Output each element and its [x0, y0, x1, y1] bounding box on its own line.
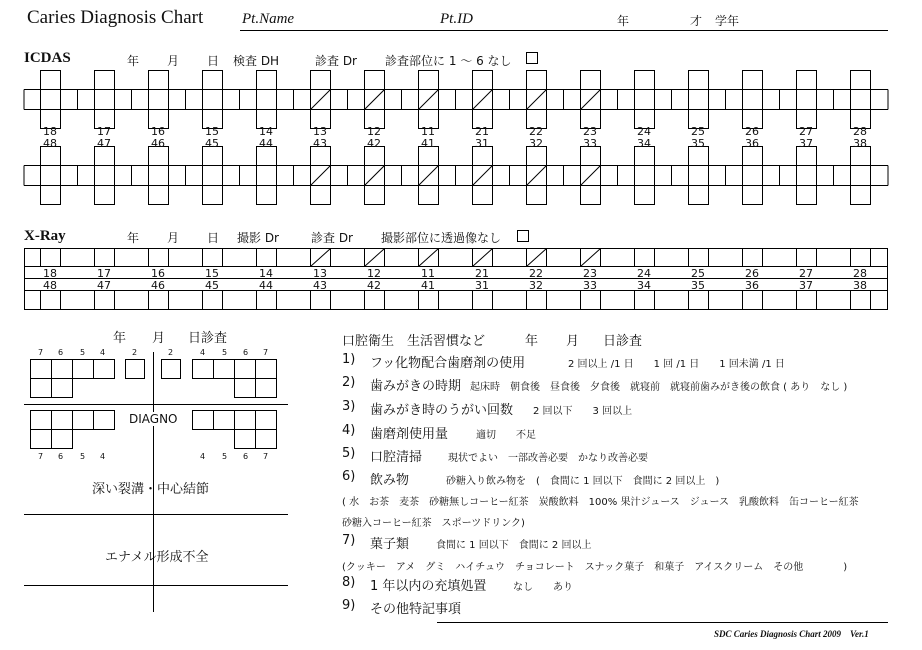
icdas-tooth-column[interactable] — [635, 71, 655, 129]
hygiene-item-num: 3) — [342, 399, 356, 414]
xray-tooth-number-upper: 13 — [313, 267, 327, 280]
diagno-tick: 2 — [132, 348, 138, 357]
diagno-tick: 6 — [243, 452, 249, 461]
diagno-tick: 7 — [38, 348, 44, 357]
diagno-tick: 4 — [200, 348, 206, 357]
icdas-tooth-number-lower: 44 — [259, 137, 273, 150]
diagno-tick: 4 — [100, 348, 106, 357]
xray-tooth-number-lower: 44 — [259, 279, 273, 292]
hygiene-item-label: 歯みがきの時期 — [370, 379, 462, 394]
diagno-tooth-box[interactable] — [72, 410, 94, 430]
icdas-tooth-number-upper: 28 — [853, 125, 867, 138]
hygiene-item-num: 6) — [342, 469, 356, 484]
xray-tooth-number-upper: 14 — [259, 267, 273, 280]
xray-shot-dr: 撮影 Dr — [237, 231, 279, 245]
diagno-tooth-box[interactable] — [234, 378, 256, 398]
hygiene-item-label: 菓子類 — [370, 537, 410, 552]
icdas-tooth-column[interactable] — [257, 71, 277, 129]
diagno-tick: 6 — [58, 348, 64, 357]
diagno-tooth-box[interactable] — [51, 378, 73, 398]
icdas-tooth-column[interactable] — [203, 147, 223, 205]
icdas-tooth-number-lower: 38 — [853, 137, 867, 150]
diagno-tooth-box[interactable] — [234, 359, 256, 379]
icdas-tooth-number-upper: 21 — [475, 125, 489, 138]
icdas-tooth-number-upper: 16 — [151, 125, 165, 138]
hygiene-item-label: 歯磨剤使用量 — [370, 427, 449, 442]
icdas-tooth-column[interactable] — [797, 147, 817, 205]
diagno-tooth-box[interactable] — [234, 410, 256, 430]
xray-tooth-number-upper: 12 — [367, 267, 381, 280]
xray-tooth-number-upper: 26 — [745, 267, 759, 280]
hygiene-item-label: フッ化物配合歯磨剤の使用 — [370, 356, 526, 371]
footer-rule — [437, 622, 888, 623]
diagno-tooth-box[interactable] — [255, 410, 277, 430]
drinks-list-line-2: 砂糖入コーヒー紅茶 スポーツドリンク) — [342, 518, 525, 529]
xray-tooth-number-lower: 36 — [745, 279, 759, 292]
hygiene-item-num: 9) — [342, 598, 356, 613]
xray-tooth-number-lower: 45 — [205, 279, 219, 292]
xray-exam-dr: 診査 Dr — [311, 231, 353, 245]
hygiene-item-options: なし あり — [513, 582, 573, 593]
icdas-tooth-column[interactable] — [95, 71, 115, 129]
icdas-tooth-number-upper: 18 — [43, 125, 57, 138]
xray-incisal-diagonal — [365, 249, 385, 267]
diagno-tick: 7 — [263, 348, 269, 357]
icdas-title: ICDAS — [24, 50, 71, 66]
hygiene-year: 年 — [525, 334, 539, 349]
icdas-tooth-number-upper: 25 — [691, 125, 705, 138]
xray-tooth-number-upper: 15 — [205, 267, 219, 280]
icdas-tooth-column[interactable] — [689, 147, 709, 205]
diagno-tick: 2 — [168, 348, 174, 357]
hygiene-item-num: 4) — [342, 423, 356, 438]
pt-name-label: Pt.Name — [242, 11, 295, 27]
hygiene-item-options: 現状でよい 一部改善必要 かなり改善必要 — [448, 453, 648, 464]
icdas-tooth-column[interactable] — [149, 71, 169, 129]
icdas-tooth-number-lower: 31 — [475, 137, 489, 150]
diagno-tooth-box[interactable] — [30, 359, 52, 379]
icdas-tooth-number-lower: 32 — [529, 137, 543, 150]
pt-id-label: Pt.ID — [440, 11, 473, 27]
diagno-tooth-box[interactable] — [255, 359, 277, 379]
icdas-tooth-column[interactable] — [743, 71, 763, 129]
hygiene-item-options: 食間に 1 回以下 食間に 2 回以上 — [436, 540, 592, 551]
icdas-tooth-column[interactable] — [41, 71, 61, 129]
xray-incisal-diagonal — [473, 249, 493, 267]
icdas-tooth-column[interactable] — [203, 71, 223, 129]
diagno-horizontal-axis — [24, 404, 288, 405]
year-label: 年 — [617, 14, 630, 28]
xray-tooth-number-lower: 42 — [367, 279, 381, 292]
xray-tooth-number-lower: 48 — [43, 279, 57, 292]
xray-tooth-number-upper: 24 — [637, 267, 651, 280]
drinks-list-line-1: ( 水 お茶 麦茶 砂糖無しコーヒー紅茶 炭酸飲料 100% 果汁ジュース ジュース 乳酸飲料 缶コーヒー紅茶 — [342, 497, 859, 508]
icdas-tooth-number-lower: 37 — [799, 137, 813, 150]
icdas-day: 日 — [207, 54, 220, 68]
xray-incisal-diagonal — [581, 249, 601, 267]
diagno-separator-1 — [24, 514, 288, 515]
hygiene-item-num: 7) — [342, 533, 356, 548]
xray-tooth-number-upper: 17 — [97, 267, 111, 280]
icdas-tooth-column[interactable] — [797, 71, 817, 129]
diagno-month: 月 — [152, 331, 166, 346]
icdas-tooth-number-upper: 26 — [745, 125, 759, 138]
diagno-day-exam: 日診査 — [188, 331, 228, 346]
icdas-examiner-dr: 診査 Dr — [315, 54, 357, 68]
xray-tooth-number-lower: 34 — [637, 279, 651, 292]
xray-tooth-number-lower: 41 — [421, 279, 435, 292]
diagno-tooth-box[interactable] — [51, 359, 73, 379]
icdas-tooth-number-lower: 46 — [151, 137, 165, 150]
hygiene-item-options: 2 回以下 3 回以上 — [533, 406, 633, 417]
xray-incisal-diagonal — [527, 249, 547, 267]
diagno-tick: 5 — [222, 452, 228, 461]
diagno-year: 年 — [113, 331, 127, 346]
icdas-tooth-number-upper: 14 — [259, 125, 273, 138]
xray-tooth-number-upper: 27 — [799, 267, 813, 280]
icdas-tooth-number-upper: 23 — [583, 125, 597, 138]
icdas-tooth-number-upper: 12 — [367, 125, 381, 138]
diagno-tick: 5 — [80, 348, 86, 357]
hygiene-heading: 口腔衛生 生活習慣など — [342, 334, 486, 349]
diagno-tooth-box[interactable] — [51, 410, 73, 430]
diagno-tooth-box[interactable] — [255, 378, 277, 398]
xray-tooth-number-upper: 21 — [475, 267, 489, 280]
icdas-tooth-column[interactable] — [257, 147, 277, 205]
icdas-tooth-number-lower: 48 — [43, 137, 57, 150]
xray-tooth-number-lower: 38 — [853, 279, 867, 292]
xray-no-radiolucency-checkbox[interactable] — [517, 230, 529, 242]
xray-tooth-number-lower: 33 — [583, 279, 597, 292]
icdas-upper-grid — [0, 70, 922, 130]
icdas-tooth-number-lower: 43 — [313, 137, 327, 150]
diagno-tooth-box[interactable] — [93, 410, 115, 430]
diagno-tooth-box[interactable] — [161, 359, 181, 379]
hygiene-item-label: 口腔清掃 — [370, 450, 423, 465]
xray-tooth-number-upper: 28 — [853, 267, 867, 280]
xray-tooth-number-upper: 16 — [151, 267, 165, 280]
hygiene-item-num: 1) — [342, 352, 356, 367]
icdas-lower-grid — [0, 146, 922, 206]
icdas-tooth-column[interactable] — [41, 147, 61, 205]
hygiene-item-num: 2) — [342, 375, 356, 390]
icdas-tooth-number-upper: 24 — [637, 125, 651, 138]
xray-no-radiolucency-label: 撮影部位に透過像なし — [381, 231, 502, 245]
icdas-tooth-column[interactable] — [851, 147, 871, 205]
diagno-tooth-box[interactable] — [213, 410, 235, 430]
header-underline — [240, 30, 888, 31]
diagno-tick: 5 — [222, 348, 228, 357]
hygiene-month: 月 — [566, 334, 580, 349]
icdas-tooth-number-upper: 17 — [97, 125, 111, 138]
diagno-tooth-box[interactable] — [213, 359, 235, 379]
hygiene-item-options: 砂糖入り飲み物を ( 食間に 1 回以下 食間に 2 回以上 ) — [446, 476, 720, 487]
snacks-list-line: (クッキー アメ グミ ハイチュウ チョコレート スナック菓子 和菓子 アイスクリーム その他 ) — [342, 562, 848, 573]
diagno-tooth-box[interactable] — [192, 410, 214, 430]
xray-incisal-diagonal — [419, 249, 439, 267]
xray-grid — [0, 248, 922, 312]
icdas-tooth-number-lower: 34 — [637, 137, 651, 150]
icdas-tooth-number-lower: 35 — [691, 137, 705, 150]
xray-year: 年 — [127, 231, 140, 245]
hygiene-day-exam: 日診査 — [603, 334, 643, 349]
diagno-tooth-box[interactable] — [72, 359, 94, 379]
hygiene-item-options: 起床時 朝食後 昼食後 夕食後 就寝前 就寝前歯みがき後の飲食 ( あり なし ) — [470, 382, 848, 393]
xray-tooth-number-lower: 35 — [691, 279, 705, 292]
icdas-year: 年 — [127, 54, 140, 68]
icdas-tooth-number-upper: 27 — [799, 125, 813, 138]
diagno-separator-2 — [24, 585, 288, 586]
icdas-tooth-number-upper: 15 — [205, 125, 219, 138]
icdas-no-findings-checkbox[interactable] — [526, 52, 538, 64]
hygiene-item-num: 5) — [342, 446, 356, 461]
icdas-examiner-dh: 検査 DH — [233, 54, 280, 68]
icdas-tooth-number-lower: 41 — [421, 137, 435, 150]
xray-tooth-number-upper: 18 — [43, 267, 57, 280]
xray-tooth-number-upper: 23 — [583, 267, 597, 280]
diagno-tooth-box[interactable] — [125, 359, 145, 379]
diagno-tooth-box[interactable] — [30, 429, 52, 449]
diagno-tooth-box[interactable] — [51, 429, 73, 449]
xray-tooth-number-lower: 43 — [313, 279, 327, 292]
icdas-month: 月 — [167, 54, 180, 68]
icdas-tooth-number-upper: 13 — [313, 125, 327, 138]
icdas-tooth-number-lower: 33 — [583, 137, 597, 150]
deep-fissure-label: 深い裂溝・中心結節 — [92, 482, 210, 497]
icdas-tooth-number-upper: 22 — [529, 125, 543, 138]
xray-tooth-number-lower: 47 — [97, 279, 111, 292]
icdas-tooth-column[interactable] — [635, 147, 655, 205]
xray-day: 日 — [207, 231, 220, 245]
enamel-hypoplasia-label: エナメル形成不全 — [105, 550, 209, 565]
age-label: 才 — [690, 14, 703, 28]
hygiene-item-label: 飲み物 — [370, 473, 410, 488]
icdas-tooth-number-lower: 36 — [745, 137, 759, 150]
xray-tooth-number-lower: 31 — [475, 279, 489, 292]
chart-title: Caries Diagnosis Chart — [27, 7, 204, 28]
xray-incisal-diagonal — [311, 249, 331, 267]
hygiene-item-options: 適切 不足 — [476, 430, 536, 441]
xray-tooth-number-upper: 25 — [691, 267, 705, 280]
icdas-tooth-column[interactable] — [689, 71, 709, 129]
icdas-tooth-column[interactable] — [851, 71, 871, 129]
diagno-tooth-box[interactable] — [30, 410, 52, 430]
diagno-tick: 6 — [243, 348, 249, 357]
diagno-tooth-box[interactable] — [93, 359, 115, 379]
diagno-tooth-box[interactable] — [30, 378, 52, 398]
diagno-tooth-box[interactable] — [255, 429, 277, 449]
icdas-tooth-column[interactable] — [149, 147, 169, 205]
hygiene-item-num: 8) — [342, 575, 356, 590]
hygiene-item-options: 2 回以上 /1 日 1 回 /1 日 1 回未満 /1 日 — [568, 359, 785, 370]
icdas-tooth-column[interactable] — [743, 147, 763, 205]
hygiene-item-label: 歯みがき時のうがい回数 — [370, 403, 514, 418]
diagno-tick: 6 — [58, 452, 64, 461]
diagno-tick: 5 — [80, 452, 86, 461]
icdas-tooth-number-lower: 45 — [205, 137, 219, 150]
xray-tooth-number-lower: 46 — [151, 279, 165, 292]
diagno-tooth-box[interactable] — [234, 429, 256, 449]
xray-title: X-Ray — [24, 228, 66, 244]
icdas-tooth-number-lower: 42 — [367, 137, 381, 150]
xray-tooth-number-upper: 22 — [529, 267, 543, 280]
xray-month: 月 — [167, 231, 180, 245]
grade-label: 学年 — [715, 14, 740, 28]
icdas-tooth-number-upper: 11 — [421, 125, 435, 138]
diagno-tick: 7 — [38, 452, 44, 461]
icdas-no-findings-label: 診査部位に 1 ～ 6 なし — [385, 54, 512, 68]
xray-tooth-number-lower: 32 — [529, 279, 543, 292]
icdas-tooth-column[interactable] — [95, 147, 115, 205]
xray-tooth-number-lower: 37 — [799, 279, 813, 292]
diagno-tooth-box[interactable] — [192, 359, 214, 379]
hygiene-item-label: 1 年以内の充填処置 — [370, 579, 487, 594]
xray-tooth-number-upper: 11 — [421, 267, 435, 280]
icdas-tooth-number-lower: 47 — [97, 137, 111, 150]
diagno-tick: 4 — [100, 452, 106, 461]
hygiene-item-label: その他特記事項 — [370, 602, 462, 617]
diagno-tick: 7 — [263, 452, 269, 461]
diagno-center-label: DIAGNO — [129, 412, 178, 426]
footer-version: SDC Caries Diagnosis Chart 2009 Ver.1 — [714, 629, 869, 639]
diagno-tick: 4 — [200, 452, 206, 461]
